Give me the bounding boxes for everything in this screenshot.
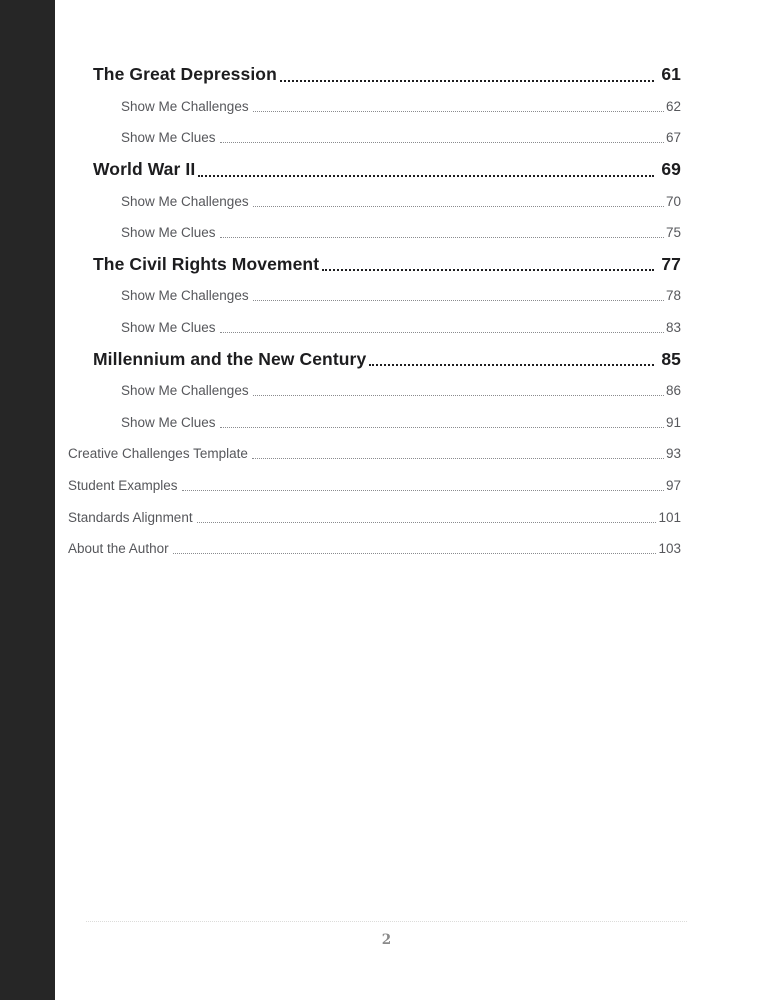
dot-leader bbox=[322, 269, 654, 271]
toc-sub-page: 83 bbox=[665, 320, 681, 336]
toc-section-title: Millennium and the New Century bbox=[93, 348, 367, 369]
toc-sub-row bbox=[68, 91, 681, 123]
dot-leader bbox=[220, 142, 664, 143]
dot-leader bbox=[220, 237, 664, 238]
toc-sub-page: 67 bbox=[665, 130, 681, 146]
dot-leader bbox=[253, 111, 664, 112]
toc-extra-row bbox=[68, 438, 681, 470]
spine-bar bbox=[0, 0, 55, 1000]
dot-leader bbox=[252, 458, 664, 459]
toc-sub-row bbox=[68, 280, 681, 312]
toc-sub-label: Show Me Challenges bbox=[121, 288, 249, 304]
toc-sub-page: 75 bbox=[665, 225, 681, 241]
toc-section-title: The Civil Rights Movement bbox=[93, 253, 320, 274]
toc-section-page: 77 bbox=[661, 253, 681, 274]
toc-extra-label: Student Examples bbox=[68, 478, 178, 494]
toc-sub-row bbox=[68, 312, 681, 344]
toc-sub-page: 86 bbox=[665, 383, 681, 399]
dot-leader bbox=[253, 395, 664, 396]
toc-sub-row bbox=[68, 407, 681, 439]
toc-sub-label: Show Me Challenges bbox=[121, 193, 249, 209]
toc-extra-label: Standards Alignment bbox=[68, 509, 193, 525]
toc-sub-row bbox=[68, 217, 681, 249]
toc-section-title: World War II bbox=[93, 159, 196, 180]
toc-sub-row bbox=[68, 122, 681, 154]
toc-section-title: The Great Depression bbox=[93, 64, 277, 85]
toc-extra-page: 97 bbox=[665, 478, 681, 494]
toc-sub-label: Show Me Clues bbox=[121, 130, 216, 146]
dot-leader bbox=[280, 80, 654, 82]
toc-extra-label: Creative Challenges Template bbox=[68, 446, 248, 462]
dot-leader bbox=[173, 553, 657, 554]
dot-leader bbox=[369, 364, 654, 366]
toc-section-row bbox=[68, 59, 681, 91]
toc-sub-label: Show Me Challenges bbox=[121, 98, 249, 114]
toc-section-page: 61 bbox=[661, 64, 681, 85]
toc-extra-row bbox=[68, 533, 681, 565]
toc-sub-label: Show Me Challenges bbox=[121, 383, 249, 399]
toc-section-row bbox=[68, 343, 681, 375]
toc-sub-row bbox=[68, 185, 681, 217]
dot-leader bbox=[197, 522, 657, 523]
dot-leader bbox=[182, 490, 664, 491]
footer-rule bbox=[86, 921, 687, 922]
toc-sub-row bbox=[68, 375, 681, 407]
toc-sub-page: 62 bbox=[665, 98, 681, 114]
toc-sub-page: 70 bbox=[665, 193, 681, 209]
toc-sub-label: Show Me Clues bbox=[121, 320, 216, 336]
toc-section-row bbox=[68, 154, 681, 186]
toc-section-row bbox=[68, 249, 681, 281]
toc-extra-row bbox=[68, 501, 681, 533]
toc-extra-row bbox=[68, 470, 681, 502]
toc-sub-page: 78 bbox=[665, 288, 681, 304]
toc-extra-page: 93 bbox=[665, 446, 681, 462]
dot-leader bbox=[220, 427, 664, 428]
toc-sub-label: Show Me Clues bbox=[121, 225, 216, 241]
toc-extra-page: 103 bbox=[658, 541, 681, 557]
dot-leader bbox=[220, 332, 664, 333]
toc-sub-label: Show Me Clues bbox=[121, 414, 216, 430]
dot-leader bbox=[253, 206, 664, 207]
dot-leader bbox=[253, 300, 664, 301]
table-of-contents bbox=[68, 59, 681, 565]
toc-section-page: 85 bbox=[661, 348, 681, 369]
page-number: 2 bbox=[381, 932, 392, 948]
toc-section-page: 69 bbox=[661, 159, 681, 180]
toc-extra-label: About the Author bbox=[68, 541, 169, 557]
dot-leader bbox=[198, 175, 654, 177]
toc-sub-page: 91 bbox=[665, 414, 681, 430]
toc-extra-page: 101 bbox=[658, 509, 681, 525]
